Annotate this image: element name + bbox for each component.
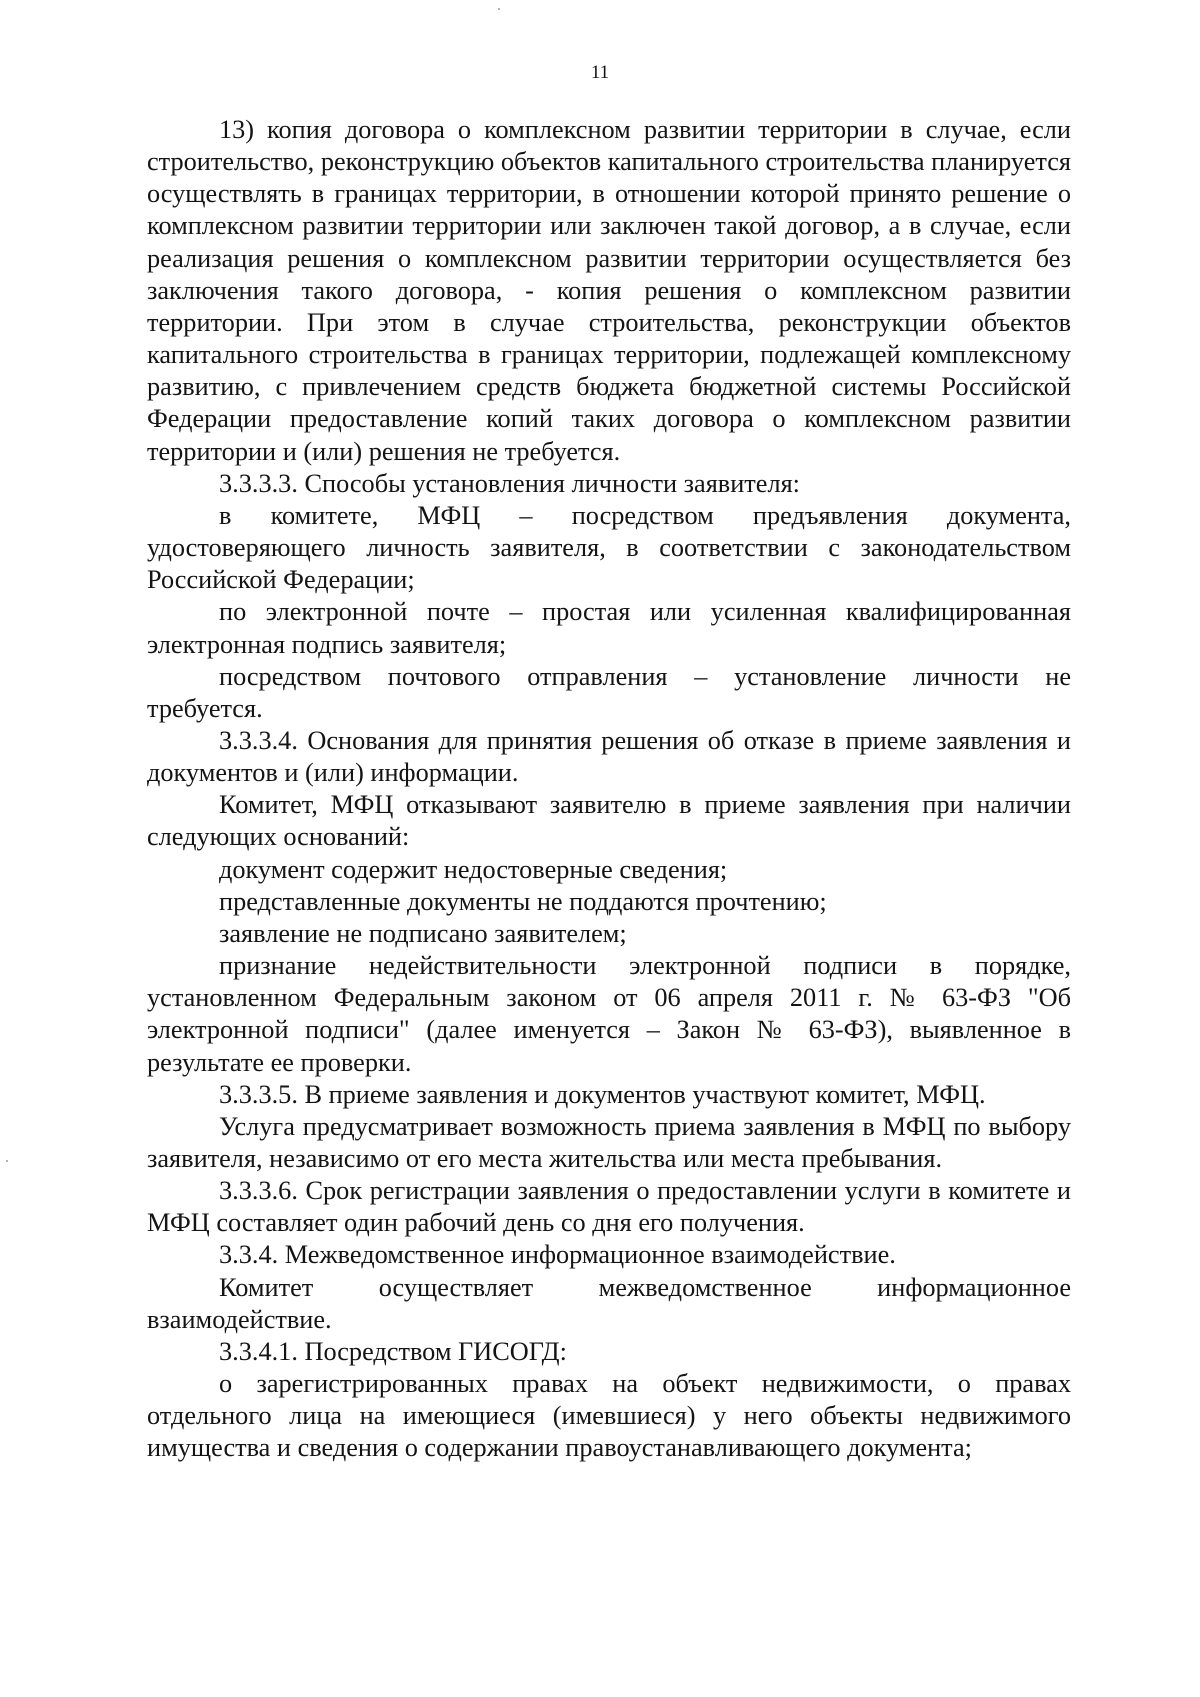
section-heading-3-3-4-1: 3.3.4.1. Посредством ГИСОГД:	[219, 1336, 567, 1366]
section-heading-3-3-3-3: 3.3.3.3. Способы установления личности заявителя:	[219, 468, 800, 498]
list-item: заявление не подписано заявителем;	[219, 918, 627, 948]
document-body	[147, 114, 1071, 1465]
list-item: представленные документы не поддаются прочтению;	[219, 886, 827, 916]
paragraph: Комитет осуществляет межведомственное информационное взаимодействие.	[147, 1272, 1071, 1334]
paragraph: Услуга предусматривает возможность приема заявления в МФЦ по выбору заявителя, независимо от его места жительства или места пребывания.	[147, 1111, 1071, 1173]
paragraph: Комитет, МФЦ отказывают заявителю в приеме заявления при наличии следующих оснований:	[147, 790, 1071, 852]
section-heading-3-3-3-4: 3.3.3.4. Основания для принятия решения об отказе в приеме заявления и документов и (или) информации.	[147, 725, 1071, 788]
list-item: признание недействительности электронной подписи в порядке, установленном Федеральным законом от 06 апреля 2011 г. № 63-ФЗ "Об электронной подписи" (далее именуется – Закон № 63-ФЗ), выявленное в результате ее проверки.	[147, 951, 1071, 1077]
scan-speck	[498, 8, 500, 10]
paragraph-item-13: 13) копия договора о комплексном развитии территории в случае, если строительство, реконструкцию объектов капитального строительства планируется осуществлять в границах территории, в отношении которой принято решение о комплексном развитии территории или заключен такой договор, а в случае, если реализация решения о комплексном развитии территории осуществляется без заключения такого договора, - копия решения о комплексном развитии территории. При этом в случае строительства, реконструкции объектов капитального строительства в границах территории, подлежащей комплексному развитию, с привлечением средств бюджета бюджетной системы Российской Федерации предоставление копий таких договора о комплексном развитии территории и (или) решения не требуется.	[147, 115, 1071, 466]
scan-speck	[6, 1160, 8, 1162]
section-heading-3-3-4: 3.3.4. Межведомственное информационное взаимодействие.	[219, 1240, 896, 1270]
paragraph: посредством почтового отправления – установление личности не требуется.	[147, 661, 1071, 723]
paragraph: о зарегистрированных правах на объект недвижимости, о правах отдельного лица на имеющиеся (имевшиеся) у него объекты недвижимого имущества и сведения о содержании правоустанавливающего документа;	[147, 1369, 1071, 1463]
section-heading-3-3-3-5: 3.3.3.5. В приеме заявления и документов участвуют комитет, МФЦ.	[219, 1079, 986, 1109]
page-number: 11	[590, 62, 610, 83]
section-heading-3-3-3-6: 3.3.3.6. Срок регистрации заявления о предоставлении услуги в комитете и МФЦ составляет один рабочий день со дня его получения.	[147, 1176, 1071, 1238]
paragraph: в комитете, МФЦ – посредством предъявления документа, удостоверяющего личность заявителя, в соответствии с законодательством Российской Федерации;	[147, 500, 1071, 595]
paragraph: по электронной почте – простая или усиленная квалифицированная электронная подпись заявителя;	[147, 597, 1071, 659]
list-item: документ содержит недостоверные сведения;	[219, 854, 728, 884]
